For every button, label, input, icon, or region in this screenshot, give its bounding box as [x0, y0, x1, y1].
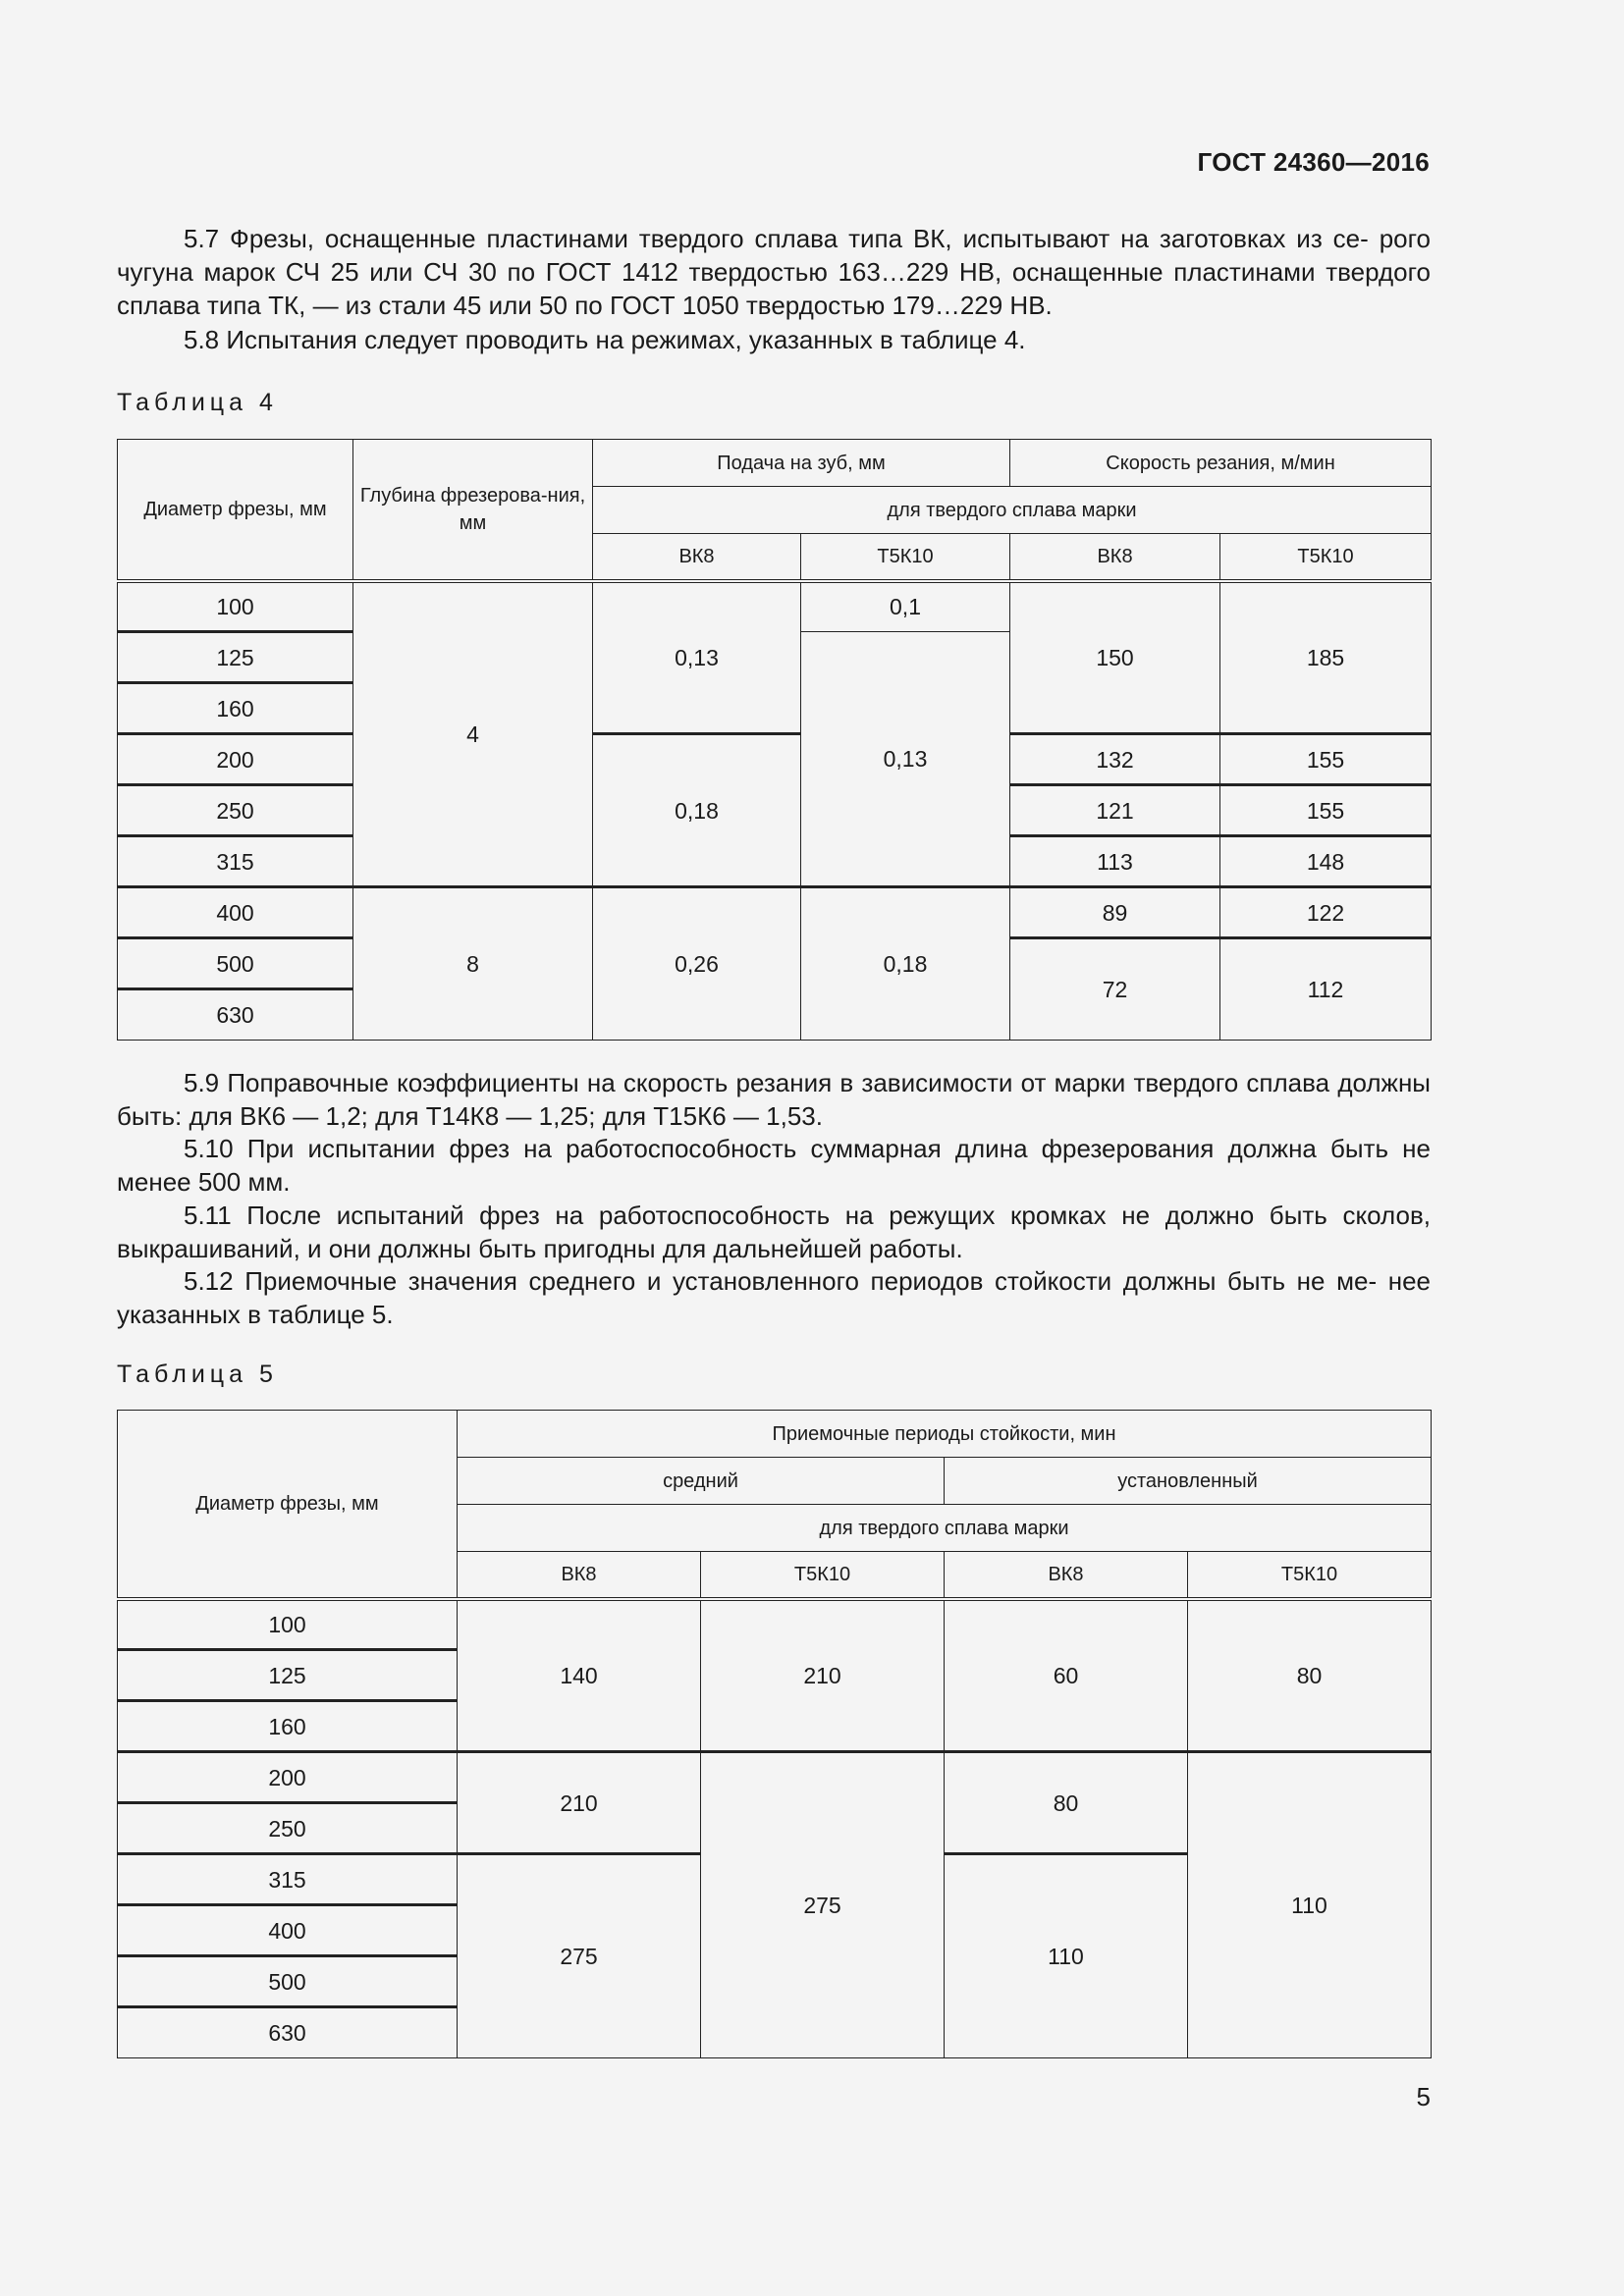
- t4-diameter-cell: 100: [118, 581, 353, 632]
- table5-caption: Таблица 5: [117, 1361, 278, 1388]
- t4-diameter-cell: 160: [118, 683, 353, 734]
- paragraph-5-9: [117, 1066, 1431, 1133]
- t4-speed-t5k10-cell: 185: [1220, 581, 1432, 734]
- t4-speed-t5k10-cell: 112: [1220, 938, 1432, 1041]
- t4-diameter-cell: 125: [118, 632, 353, 683]
- t5-mean-t5k10-cell: 210: [701, 1599, 945, 1752]
- t4-speed-t5k10-cell: 155: [1220, 785, 1432, 836]
- t4-speed-vk8-cell: 89: [1010, 887, 1220, 938]
- t4-diameter-cell: 250: [118, 785, 353, 836]
- p510-line1: 5.10 При испытании фрез на работоспособность суммарная длина фрезерования должна быть: [184, 1134, 1389, 1163]
- t4-header-feed-t5k10: Т5К10: [801, 534, 1010, 581]
- t5-header-mean: средний: [458, 1458, 945, 1505]
- t5-header-est-vk8: ВК8: [945, 1552, 1188, 1599]
- page-number: 5: [1416, 2082, 1431, 2111]
- t4-diameter-cell: 400: [118, 887, 353, 938]
- p57-line3: твердого сплава типа ТК, — из стали 45 или 50 по ГОСТ 1050 твердостью 179…229 НВ.: [117, 257, 1431, 320]
- t4-speed-vk8-cell: 113: [1010, 836, 1220, 887]
- t5-diameter-cell: 500: [118, 1956, 458, 2007]
- t4-header-speed: Скорость резания, м/мин: [1010, 440, 1432, 487]
- t4-depth-cell: 4: [353, 581, 593, 887]
- t4-speed-vk8-cell: 72: [1010, 938, 1220, 1041]
- t5-header-established: установленный: [945, 1458, 1432, 1505]
- t4-diameter-cell: 500: [118, 938, 353, 989]
- t5-header-diameter: Диаметр фрезы, мм: [118, 1411, 458, 1599]
- t4-diameter-cell: 315: [118, 836, 353, 887]
- t4-header-alloy: для твердого сплава марки: [593, 487, 1432, 534]
- t5-diameter-cell: 125: [118, 1650, 458, 1701]
- t4-depth-cell: 8: [353, 887, 593, 1041]
- t5-header-mean-t5k10: Т5К10: [701, 1552, 945, 1599]
- t5-diameter-cell: 400: [118, 1905, 458, 1956]
- t4-feed-t5k10-cell: 0,13: [801, 632, 1010, 887]
- p510-line2: не менее 500 мм.: [117, 1134, 1431, 1197]
- t5-header-est-t5k10: Т5К10: [1188, 1552, 1432, 1599]
- t4-header-speed-t5k10: Т5К10: [1220, 534, 1432, 581]
- t5-header-periods: Приемочные периоды стойкости, мин: [458, 1411, 1432, 1458]
- t4-diameter-cell: 630: [118, 989, 353, 1041]
- t5-diameter-cell: 100: [118, 1599, 458, 1650]
- t4-feed-vk8-cell: 0,18: [593, 734, 801, 887]
- t4-diameter-cell: 200: [118, 734, 353, 785]
- t5-diameter-cell: 200: [118, 1752, 458, 1803]
- t5-diameter-cell: 160: [118, 1701, 458, 1752]
- paragraph-5-8: [117, 323, 1431, 356]
- t4-speed-vk8-cell: 121: [1010, 785, 1220, 836]
- t4-feed-vk8-cell: 0,26: [593, 887, 801, 1041]
- table-4: [117, 439, 1432, 1041]
- t5-header-mean-vk8: ВК8: [458, 1552, 701, 1599]
- t4-speed-t5k10-cell: 122: [1220, 887, 1432, 938]
- t4-header-speed-vk8: ВК8: [1010, 534, 1220, 581]
- t4-header-depth: Глубина фрезерова-ния, мм: [353, 440, 593, 581]
- paragraph-5-11: [117, 1199, 1431, 1265]
- table4-caption: Таблица 4: [117, 389, 278, 416]
- t5-est-vk8-cell: 60: [945, 1599, 1188, 1752]
- p59-line2: должны быть: для ВК6 — 1,2; для Т14К8 — 1,25; для Т15К6 — 1,53.: [117, 1068, 1431, 1131]
- t5-est-t5k10-cell: 80: [1188, 1599, 1432, 1752]
- t4-feed-t5k10-cell: 0,18: [801, 887, 1010, 1041]
- table-5: [117, 1410, 1432, 2058]
- p57-line2: рого чугуна марок СЧ 25 или СЧ 30 по ГОСТ 1412 твердостью 163…229 НВ, оснащенные пластинами: [117, 224, 1431, 287]
- paragraph-5-12: [117, 1264, 1431, 1331]
- t4-feed-vk8-cell: 0,13: [593, 581, 801, 734]
- t5-diameter-cell: 315: [118, 1854, 458, 1905]
- t4-speed-vk8-cell: 150: [1010, 581, 1220, 734]
- t4-feed-t5k10-cell: 0,1: [801, 581, 1010, 632]
- t4-speed-t5k10-cell: 155: [1220, 734, 1432, 785]
- t5-mean-vk8-cell: 275: [458, 1854, 701, 2058]
- t5-diameter-cell: 250: [118, 1803, 458, 1854]
- p511-line1: 5.11 После испытаний фрез на работоспособность на режущих кромках не должно быть сколов,: [184, 1201, 1431, 1230]
- document-code: ГОСТ 24360—2016: [1197, 147, 1430, 177]
- t5-header-alloy: для твердого сплава марки: [458, 1505, 1432, 1552]
- p512-line2: нее указанных в таблице 5.: [117, 1266, 1431, 1329]
- p511-line2: выкрашиваний, и они должны быть пригодны для дальнейшей работы.: [117, 1234, 963, 1263]
- p57-line1: 5.7 Фрезы, оснащенные пластинами твердого сплава типа ВК, испытывают на заготовках из се-: [184, 224, 1369, 253]
- t4-speed-vk8-cell: 132: [1010, 734, 1220, 785]
- p59-line1: 5.9 Поправочные коэффициенты на скорость резания в зависимости от марки твердого сплава: [184, 1068, 1330, 1097]
- paragraph-5-7: [117, 222, 1431, 322]
- t5-est-vk8-cell: 80: [945, 1752, 1188, 1854]
- paragraph-5-10: [117, 1132, 1431, 1199]
- t4-header-feed-vk8: ВК8: [593, 534, 801, 581]
- t5-mean-vk8-cell: 140: [458, 1599, 701, 1752]
- p512-line1: 5.12 Приемочные значения среднего и установленного периодов стойкости должны быть не ме-: [184, 1266, 1378, 1296]
- t4-speed-t5k10-cell: 148: [1220, 836, 1432, 887]
- t5-est-t5k10-cell: 110: [1188, 1752, 1432, 2058]
- t5-mean-t5k10-cell: 275: [701, 1752, 945, 2058]
- t4-header-diameter: Диаметр фрезы, мм: [118, 440, 353, 581]
- t5-diameter-cell: 630: [118, 2007, 458, 2058]
- t5-mean-vk8-cell: 210: [458, 1752, 701, 1854]
- t5-est-vk8-cell: 110: [945, 1854, 1188, 2058]
- p58-text: 5.8 Испытания следует проводить на режимах, указанных в таблице 4.: [184, 325, 1026, 354]
- t4-header-feed: Подача на зуб, мм: [593, 440, 1010, 487]
